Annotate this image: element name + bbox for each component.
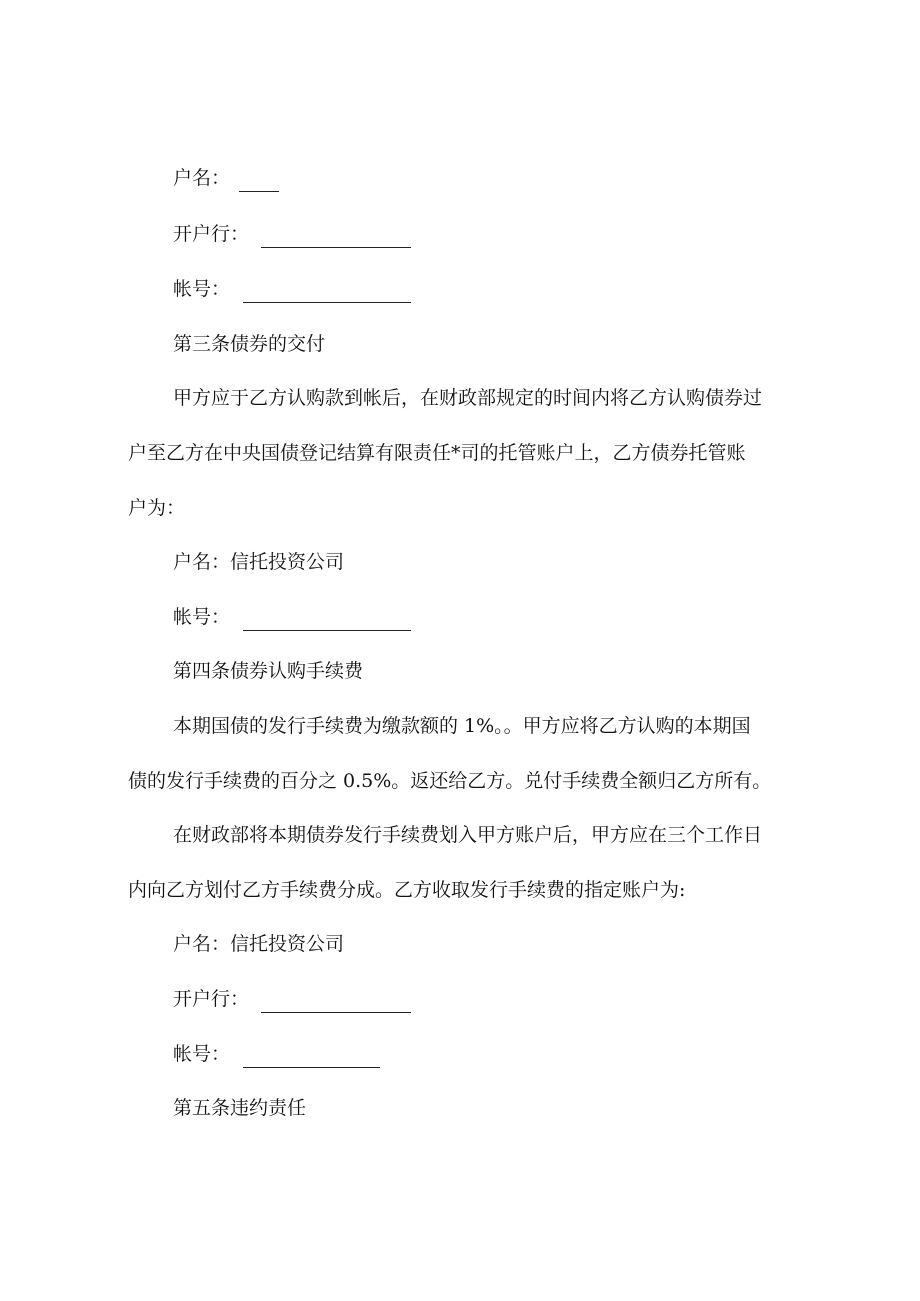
- article-three-paragraph-line-3: 户为：: [128, 497, 186, 519]
- fee-account-name: 户名：信托投资公司: [173, 933, 345, 955]
- custody-account-name: 户名：信托投资公司: [173, 551, 345, 573]
- account-name-text-1: 户名：: [173, 167, 231, 189]
- account-name-label-1: [173, 164, 230, 192]
- account-number-blank-3: [243, 1040, 380, 1068]
- account-number-blank-1: [243, 275, 411, 303]
- article-four-paragraph-line-4: 内向乙方划付乙方手续费分成。乙方收取发行手续费的指定账户为:: [128, 879, 686, 901]
- article-four-heading: 第四条债券认购手续费: [173, 660, 364, 682]
- account-number-label-3: [173, 1040, 230, 1068]
- account-number-text-2: 帐号：: [173, 606, 231, 628]
- article-four-paragraph-line-2: 债的发行手续费的百分之 0.5%。返还给乙方。兑付手续费全额归乙方所有。: [128, 770, 772, 792]
- bank-blank-2: [261, 985, 411, 1013]
- bank-label-2: [173, 985, 249, 1013]
- account-name-blank-1: [239, 164, 279, 192]
- bank-text-1: 开户行：: [173, 223, 250, 245]
- account-number-blank-2: [243, 603, 411, 631]
- article-five-heading: 第五条违约责任: [173, 1097, 307, 1119]
- bank-label-1: [173, 220, 249, 248]
- article-four-paragraph-line-3: 在财政部将本期债券发行手续费划入甲方账户后，甲方应在三个工作日: [173, 824, 763, 846]
- bank-blank-1: [261, 220, 411, 248]
- article-three-paragraph-line-2: 户至乙方在中央国债登记结算有限责任*司的托管账户上，乙方债券托管账: [128, 442, 746, 464]
- account-number-label-1: [173, 275, 230, 303]
- account-number-label-2: [173, 603, 230, 631]
- account-number-text-3: 帐号：: [173, 1043, 231, 1065]
- account-number-text-1: 帐号：: [173, 278, 231, 300]
- bank-text-2: 开户行：: [173, 988, 250, 1010]
- article-four-paragraph-line-1: 本期国债的发行手续费为缴款额的 1%。。甲方应将乙方认购的本期国: [173, 715, 751, 737]
- article-three-paragraph-line-1: 甲方应于乙方认购款到帐后，在财政部规定的时间内将乙方认购债券过: [173, 387, 763, 409]
- article-three-heading: 第三条债券的交付: [173, 333, 326, 355]
